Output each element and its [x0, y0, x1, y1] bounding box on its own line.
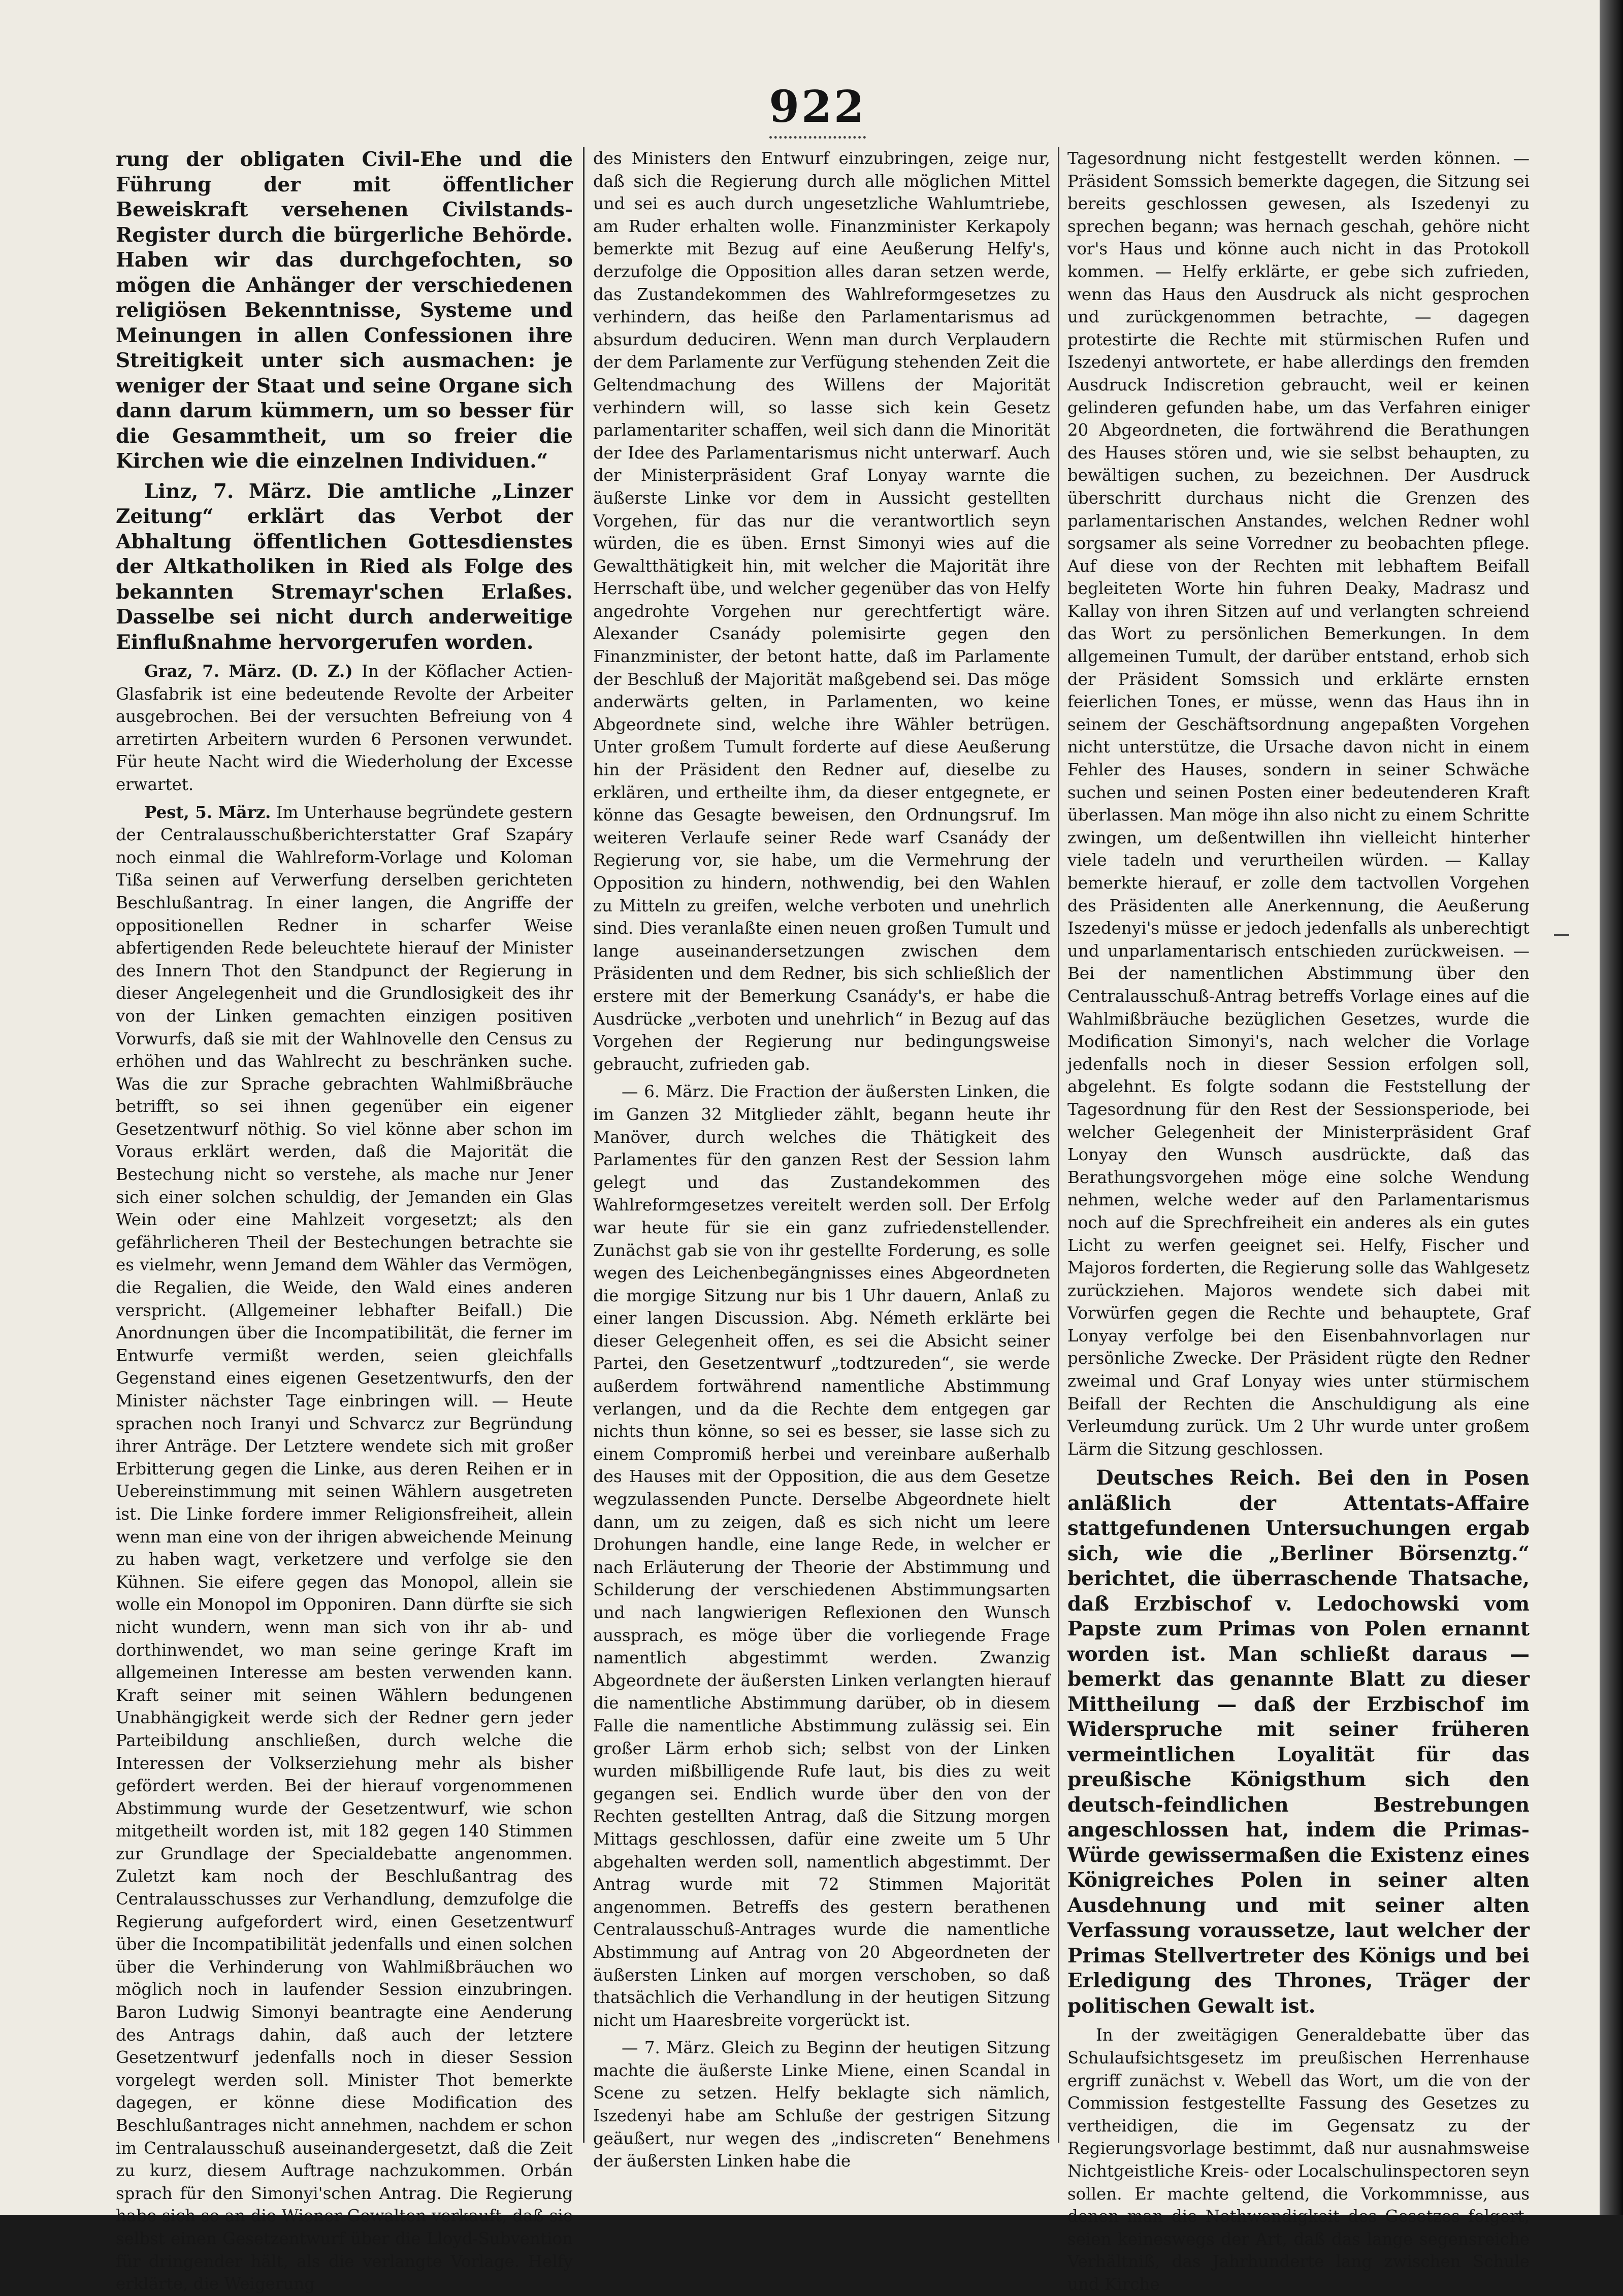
article-graz: [116, 660, 573, 796]
margin-mark: [1554, 934, 1569, 936]
article-paragraph: rung der obligaten Civil-Ehe und die Führung der mit öffentlicher Beweiskraft versehenen Civilstands-Register durch die bürgerliche Behörde. Haben wir das durchgefochten, so mögen die Anhänger der verschiedenen religiösen Bekenntnisse, Systeme und Meinungen in allen Confessionen ihre Streitigkeit unter sich ausmachen: je weniger der Staat und seine Organe sich dann darum kümmern, um so besser für die Gesammtheit, um so freier die Kirchen wie die einzelnen Individuen.“: [116, 148, 573, 473]
article-text: Die amtliche „Linzer Zeitung“ erklärt das Verbot der Abhaltung öffentlichen Gottesdienstes der Altkatholiken in Ried als Folge des bekannten Stremayr'schen Erlaßes. Dasselbe sei nicht durch anderweitige Einflußnahme hervorgerufen worden.: [116, 479, 573, 654]
article-text: In der Köflacher Actien-Glasfabrik ist eine bedeutende Revolte der Arbeiter ausgebrochen. Bei der versuchten Befreiung von 4 arretirten Arbeitern wurden 6 Personen verwundet. Für heute Nacht wird die Wiederholung der Excesse erwartet.: [116, 662, 573, 794]
page-number-ornament: [769, 136, 866, 139]
article-paragraph: Tagesordnung nicht festgestellt werden können. — Präsident Somssich bemerkte dagegen, die Sitzung sei bereits geschlossen gewesen, als Iszedenyi zu sprechen begann; was hernach geschah, gehöre nicht vor's Haus und könne auch nicht in das Protokoll kommen. — Helfy erklärte, er gebe sich zufrieden, wenn das Haus den Ausdruck als nicht gesprochen und zurückgenommen betrachte, — dagegen protestirte die Rechte mit stürmischen Rufen und Iszedenyi antwortete, er habe allerdings den fremden Ausdruck Indiscretion gebraucht, weil er keinen gelinderen gefunden habe, um das Verfahren einiger 20 Abgeordneten, die fortwährend die Berathungen des Hauses stören und, wie sie selbst behaupten, zu bewältigen suchen, zu bezeichnen. Der Ausdruck überschritt durchaus nicht die Grenzen des parlamentarischen Anstandes, welchen Redner wohl sorgsamer als seine Vorredner zu beobachten pflege. Auf diese von der Rechten mit lebhaftem Beifall begleiteten Worte hin fuhren Deaky, Madrasz und Kallay von ihren Sitzen auf und verlangten schreiend das Wort zu persönlichen Bemerkungen. In dem allgemeinen Tumult, der darüber entstand, erhob sich der Präsident Somssich und erklärte ernsten feierlichen Tones, er müsse, wenn das Haus ihn in seinem der Geschäftsordnung angepaßten Vorgehen nicht unterstütze, die Ursache davon nicht in einem Fehler des Hauses, sondern in seiner Schwäche suchen und seinen Posten einer bedeutenderen Kraft überlassen. Man möge ihn also nicht zu einem Schritte zwingen, um deßentwillen ihn vielleicht hinterher viele tadeln und verurtheilen würden. — Kallay bemerkte hierauf, er zolle dem tactvollen Vorgehen des Präsidenten alle Anerkennung, die Aeußerung Iszedenyi's müsse er jedoch jedenfalls als unberechtigt und unparlamentarisch entschieden zurückweisen. — Bei der namentlichen Abstimmung über den Centralausschuß-Antrag betreffs Vorlage eines auf die Wahlmißbräuche bezüglichen Gesetzes, wurde die Modification Simonyi's, nach welcher die Vorlage jedenfalls noch in dieser Session erfolgen soll, abgelehnt. Es folgte sodann die Feststellung der Tagesordnung für den Rest der Sessionsperiode, bei welcher Gelegenheit der Ministerpräsident Graf Lonyay den Wunsch ausdrückte, daß das Berathungsvorgehen möge eine solche Wendung nehmen, welche weder auf den Parlamentarismus noch auf die Sprechfreiheit ein anderes als ein gutes Licht zu werfen geeignet sei. Helfy, Fischer und Majoros forderten, die Regierung solle das Wahlgesetz zurückziehen. Majoros wendete sich dabei mit Vorwürfen gegen die Rechte und behauptete, Graf Lonyay verfolge bei den Eisenbahnvorlagen nur persönliche Zwecke. Der Präsident rügte den Redner zweimal und Graf Lonyay wies unter stürmischem Beifall der Rechten die Anschuldigung als eine Verleumdung zurück. Um 2 Uhr wurde unter großem Lärm die Sitzung geschlossen.: [1067, 149, 1530, 1459]
article-paragraph: des Ministers den Entwurf einzubringen, zeige nur, daß sich die Regierung durch alle möglichen Mittel und sei es auch durch ungesetzliche Wahlumtriebe, am Ruder erhalten wolle. Finanzminister Kerkapoly bemerkte mit Bezug auf eine Aeußerung Helfy's, derzufolge die Opposition alles daran setzen werde, das Zustandekommen des Wahlreformgesetzes zu verhindern, das heiße den Parlamentarismus ad absurdum deduciren. Wenn man durch Verplaudern der dem Parlamente zur Verfügung stehenden Zeit die Geltendmachung des Willens der Majorität verhindern will, so lasse sich kein Gesetz parlamentariter schaffen, weil sich dann die Minorität der Idee des Parlamentarismus nicht unterwarf. Auch der Ministerpräsident Graf Lonyay warnte die äußerste Linke vor dem in Aussicht gestellten Vorgehen, für das nur die verantwortlich seyn würden, die es üben. Ernst Simonyi wies auf die Gewaltthätigkeit hin, mit welcher die Majorität ihre Herrschaft übe, und welcher gegenüber das von Helfy angedrohte Vorgehen nur gerechtfertigt wäre. Alexander Csanády polemisirte gegen den Finanzminister, der betont hatte, daß im Parlamente der Beschluß der Majorität maßgebend sei. Das möge anderwärts gelten, in Parlamenten, wo keine Abgeordnete sind, welche ihre Wähler betrügen. Unter großem Tumult forderte auf diese Aeußerung hin der Präsident den Redner auf, dieselbe zu erklären, und ertheilte ihm, da dieser entgegnete, er könne das Gesagte beweisen, den Ordnungsruf. Im weiteren Verlaufe seiner Rede warf Csanády der Regierung vor, sie habe, um die Vermehrung der Opposition zu hindern, nothwendig, bei den Wahlen zu Mitteln zu greifen, welche verboten und unehrlich sind. Dies veranlaßte einen neuen großen Tumult und lange auseinandersetzungen zwischen dem Präsidenten und dem Redner, bis sich schließlich der erstere mit der Bemerkung Csanády's, er habe die Ausdrücke „verboten und unehrlich“ in Bezug auf das Vorgehen der Regierung nur bedingungsweise gebraucht, zufrieden gab.: [593, 149, 1050, 1074]
column-1: [116, 147, 573, 2294]
article-paragraph: — 6. März. Die Fraction der äußersten Linken, die im Ganzen 32 Mitglieder zählt, begann heute ihr Manöver, durch welches die Thätigkeit des Parlamentes für den ganzen Rest der Session lahm gelegt und das Zustandekommen des Wahlreformgesetzes vereitelt werden soll. Der Erfolg war heute für sie ein ganz zufriedenstellender. Zunächst gab sie von ihr gestellte Forderung, es solle wegen des Leichenbegängnisses eines Abgeordneten die morgige Sitzung nur bis 1 Uhr dauern, Anlaß zu einer langen Discussion. Abg. Németh erklärte bei dieser Gelegenheit offen, es sei die Absicht seiner Partei, den Gesetzentwurf „todtzureden“, sie werde außerdem fortwährend namentliche Abstimmung verlangen, und da die Rechte dem entgegen gar nichts thun könne, so sei es besser, sie lasse sich zu einem Compromiß herbei und vereinbare außerhalb des Hauses mit der Opposition, die aus dem Gesetze wegzulassenden Puncte. Derselbe Abgeordnete hielt dann, um zu zeigen, daß es sich nicht um leere Drohungen handle, eine lange Rede, in welcher er nach Erläuterung der Theorie der Abstimmung und Schilderung der verschiedenen Abstimmungsarten und nach langwierigen Reflexionen den Wunsch aussprach, es möge über die vorliegende Frage namentlich abgestimmt werden. Zwanzig Abgeordnete der äußersten Linken verlangten hierauf die namentliche Abstimmung darüber, ob in diesem Falle die namentliche Abstimmung zulässig sei. Ein großer Lärm erhob sich; selbst von der Linken wurden mißbilligende Rufe laut, bis dies zu weit gegangen sei. Endlich wurde über den von der Rechten gestellten Antrag, daß die Sitzung morgen Mittags geschlossen, dafür eine zweite um 5 Uhr abgehalten werden soll, namentlich abgestimmt. Der Antrag wurde mit 72 Stimmen Majorität angenommen. Betreffs des gestern berathenen Centralausschuß-Antrages wurde die namentliche Abstimmung auf Antrag von 20 Abgeordneten der äußersten Linken auf morgen verschoben, so daß thatsächlich die Verhandlung in der heutigen Sitzung nicht um Haaresbreite vorgerückt ist.: [593, 1082, 1050, 2030]
column-rule: [1058, 147, 1059, 2143]
article-text: Bei den in Posen anläßlich der Attentats-Affaire stattgefundenen Untersuchungen ergab sich, wie die „Berliner Börsenztg.“ berichtet, die überraschende Thatsache, daß Erzbischof v. Ledochowski vom Papste zum Primas von Polen ernannt worden ist. Man schließt daraus — bemerkt das genannte Blatt zu dieser Mittheilung — daß der Erzbischof im Widerspruche mit seiner früheren vermeintlichen Loyalität für das preußische Königsthum sich den deutsch-feindlichen Bestrebungen angeschlossen hat, indem die Primas-Würde gewissermaßen die Existenz eines Königreiches Polen in seiner alten Ausdehnung und mit seiner alten Verfassung voraussetze, laut welcher der Primas Stellvertreter des Königs und bei Erledigung des Thrones, Träger der politischen Gewalt ist.: [1067, 1466, 1530, 2018]
article-paragraph: In der zweitägigen Generaldebatte über das Schulaufsichtsgesetz im preußischen Herrenhause ergriff zunächst v. Webell das Wort, um die von der Commission festgestellte Fassung des Gesetzes zu vertheidigen, die im Gegensatz zu der Regierungsvorlage bestimmt, daß nur ausnahmsweise Nichtgeistliche Kreis- oder Localschulinspectoren seyn sollen. Er machte geltend, die Vorkommnisse, aus denen man die Nothwendigkeit des Gesetzes folgert, seien keineswegs der Art, daß das lange segensreiche Verhältniß, das Jahrhunderte lang zwischen Schule und Kirche: [1067, 2025, 1530, 2294]
article-linz: [116, 479, 573, 655]
column-2: [593, 147, 1050, 2171]
article-pest: [116, 801, 573, 2295]
column-rule: [583, 147, 585, 2143]
article-paragraph: — 7. März. Gleich zu Beginn der heutigen Sitzung machte die äußerste Linke Miene, einen Scandal in Scene zu setzen. Helfy beklagte sich nämlich, Iszedenyi habe am Schluße der gestrigen Sitzung geäußert, nur wegen des „indiscreten“ Benehmens der äußersten Linken habe die: [593, 2038, 1050, 2171]
page-number: 922: [769, 81, 866, 133]
scan-edge-shadow: [1600, 0, 1623, 2215]
section-heading: Deutsches Reich.: [1096, 1466, 1302, 1490]
column-3: [1067, 147, 1530, 2294]
dateline: Linz, 7. März.: [144, 479, 312, 503]
article-deutsches-reich: [1067, 1465, 1530, 2019]
dateline: Graz, 7. März. (D. Z.): [144, 661, 353, 681]
article-text: Im Unterhause begründete gestern der Centralausschußberichterstatter Graf Szapáry noch einmal die Wahlreform-Vorlage und Koloman Tißa seinen auf Verwerfung derselben gerichteten Beschlußantrag. In einer langen, die Angriffe der oppositionellen Redner in scharfer Weise abfertigenden Rede beleuchtete hierauf der Minister des Innern Thot den Standpunct der Regierung in dieser Angelegenheit und die Grundlosigkeit des ihr von der Linken gemachten einzigen positiven Vorwurfs, daß sie mit der Wahlnovelle den Census zu erhöhen und das Wahlrecht zu beschränken suche. Was die zur Sprache gebrachten Wahlmißbräuche betrifft, so sei ihnen gegenüber ein eigener Gesetzentwurf nöthig. So viel könne aber schon im Voraus erklärt werden, daß die Majorität die Bestechung nicht so verstehe, als mache nur Jener sich einer solchen schuldig, der Jemanden ein Glas Wein oder eine Mahlzeit vorgesetzt; als den gefährlicheren Theil der Bestechungen betrachte sie es vielmehr, wenn Jemand dem Wähler das Vermögen, die Regalien, die Weide, den Wald eines anderen verspricht. (Allgemeiner lebhafter Beifall.) Die Anordnungen über die Incompatibilität, die ferner im Entwurfe vermißt werden, seien gleichfalls Gegenstand eines eigenen Gesetzentwurfs, den der Minister nächster Tage einbringen will. — Heute sprachen noch Iranyi und Schvarcz zur Begründung ihrer Anträge. Der Letztere wendete sich mit großer Erbitterung gegen die Linke, aus deren Reihen er in Uebereinstimmung mit seinen Wählern ausgetreten ist. Die Linke fordere immer Religionsfreiheit, allein wenn man eine von der ihrigen abweichende Meinung zu haben wagt, verketzere und verfolge sie den Kühnen. Sie eifere gegen das Monopol, allein sie wolle ein Monopol im Opponiren. Dann dürfte sie sich nicht wundern, wenn man sich von ihr ab- und dorthinwendet, wo man seine geringe Kraft im allgemeinen Interesse am besten verwenden kann. Kraft seiner mit seinen Wählern bedungenen Unabhängigkeit werde sich der Redner gern jeder Parteibildung anschließen, durch welche die Interessen der Volkserziehung mehr als bisher gefördert werden. Bei der hierauf vorgenommenen Abstimmung wurde der Gesetzentwurf, wie schon mitgetheilt worden ist, mit 182 gegen 140 Stimmen zur Grundlage der Specialdebatte angenommen. Zuletzt kam noch der Beschlußantrag des Centralausschusses zur Verhandlung, demzufolge die Regierung aufgefordert wird, einen Gesetzentwurf über die Incompatibilität jedenfalls und einen solchen über die Verhinderung von Wahlmißbräuchen wo möglich noch in laufender Session einzubringen. Baron Ludwig Simonyi beantragte eine Aenderung des Antrags dahin, daß auch der letztere Gesetzentwurf jedenfalls noch in dieser Session vorgelegt werden soll. Minister Thot bemerkte dagegen, er könne diese Modification des Beschlußantrages nicht annehmen, nachdem er schon im Centralausschuß auseinandergesetzt, daß die Zeit zu kurz, diesem Auftrage nachzukommen. Orbán sprach für den Simonyi'schen Antrag. Die Regierung habe sich so an die Wiener Gewalten verkauft, daß sie selbst einen Gesetzentwurf über die Lloyd-Subvention für dringender hält, als die verlangte Vorlage. Helfy erklärte, die Weigerung: [116, 802, 573, 2294]
dateline: Pest, 5. März.: [144, 802, 271, 822]
